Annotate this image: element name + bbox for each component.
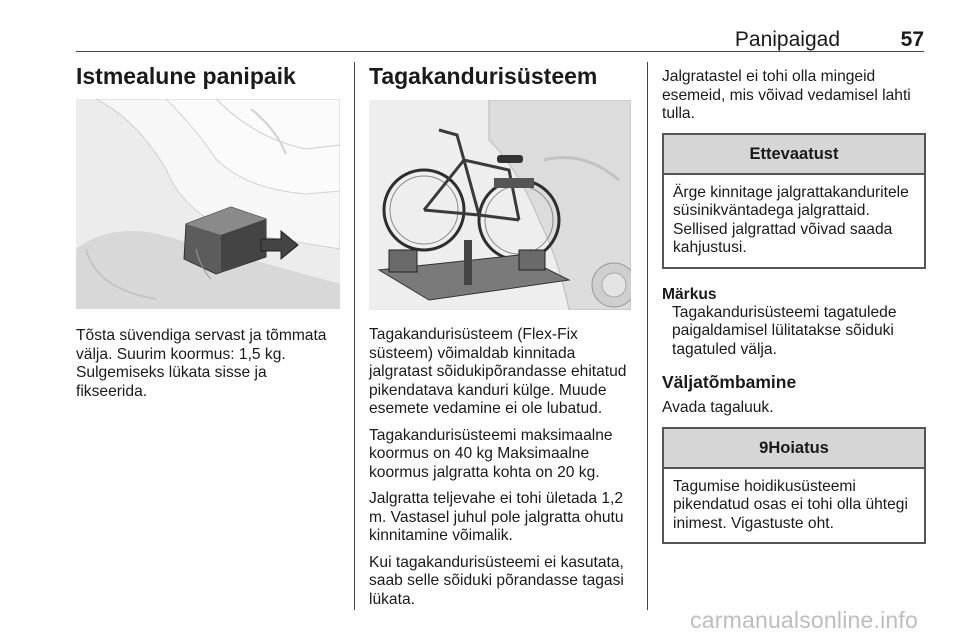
rear-bicycle-carrier-illustration-icon bbox=[369, 100, 631, 310]
page-header bbox=[76, 28, 924, 52]
section-title: Panipaigad bbox=[734, 28, 840, 51]
caution-title: Ettevaatust bbox=[664, 135, 924, 175]
heading-under-seat-storage: Istmealune panipaik bbox=[76, 63, 296, 89]
column-divider-1 bbox=[354, 62, 355, 610]
note-title: Märkus bbox=[662, 285, 717, 303]
rear-carrier-wheelbase-text: Jalgratta teljevahe ei tohi ületada 1,2 m. Vastasel juhul pole jalgratta ohutu kinnitamine võimalik. bbox=[369, 490, 624, 544]
under-seat-storage-text: Tõsta süvendiga servast ja tõmmata välja. Suurim koormus: 1,5 kg. Sulgemiseks lükata sisse ja fikseerida. bbox=[76, 327, 327, 400]
column-carrier-notes bbox=[662, 62, 926, 544]
page-number: 57 bbox=[900, 28, 924, 51]
header-rule bbox=[76, 51, 924, 52]
warning-symbol: 9 bbox=[759, 438, 769, 457]
warning-header bbox=[664, 429, 924, 469]
note-text: Tagakandurisüsteemi tagatulede paigaldamisel lülitatakse sõiduki tagatuled välja. bbox=[672, 303, 897, 358]
subheading-extending: Väljatõmbamine bbox=[662, 372, 797, 392]
rear-carrier-intro-text: Tagakandurisüsteem (Flex-Fix süsteem) võimaldab kinnitada jalgratast sõidukipõrandasse ehitatud pikendatava kanduri külge. Muude esemete vedamine ei ole lubatud. bbox=[369, 326, 627, 417]
warning-title: Hoiatus bbox=[768, 438, 829, 457]
watermark: carmanualsonline.info bbox=[690, 607, 918, 633]
under-seat-storage-drawer-illustration-icon bbox=[76, 99, 340, 309]
column-rear-carrier bbox=[369, 62, 633, 617]
heading-rear-carrier: Tagakandurisüsteem bbox=[369, 63, 598, 89]
open-tailgate-text: Avada tagaluuk. bbox=[662, 399, 774, 416]
column-divider-2 bbox=[647, 62, 648, 610]
warning-box bbox=[662, 427, 926, 545]
warning-text: Tagumise hoidikusüsteemi pikendatud osas ei tohi olla ühtegi inimest. Vigastuste oht. bbox=[673, 477, 908, 532]
caution-text: Ärge kinnitage jalgrattakanduritele süsinikväntadega jalgrattaid. Sellised jalgrattad võivad saada kahjustusi. bbox=[673, 183, 909, 256]
loose-items-text: Jalgratastel ei tohi olla mingeid esemeid, mis võivad vedamisel lahti tulla. bbox=[662, 68, 911, 122]
caution-box bbox=[662, 133, 926, 269]
rear-carrier-max-load-text: Tagakandurisüsteemi maksimaalne koormus on 40 kg Maksimaalne koormus jalgratta kohta on 20 kg. bbox=[369, 426, 613, 481]
column-under-seat-storage bbox=[76, 62, 342, 409]
rear-carrier-retract-text: Kui tagakandurisüsteemi ei kasutata, saab selle sõiduki põrandasse tagasi lükata. bbox=[369, 553, 624, 608]
